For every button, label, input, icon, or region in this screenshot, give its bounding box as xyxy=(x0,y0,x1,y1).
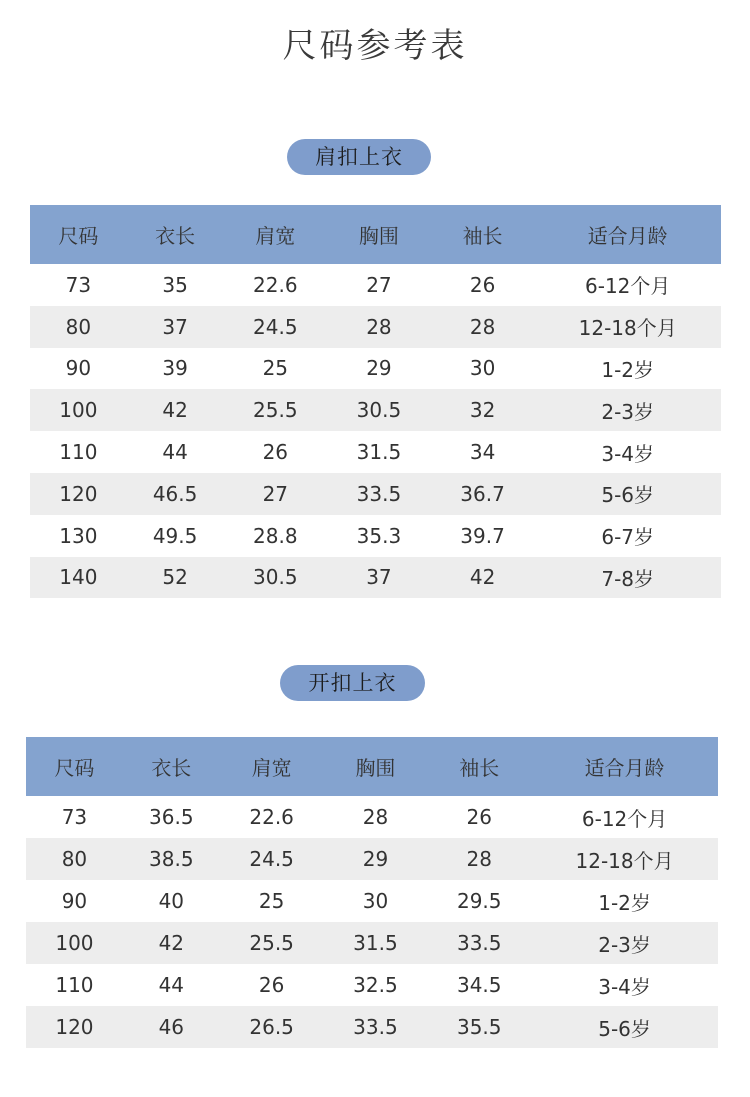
table-row xyxy=(26,1006,718,1048)
cell-sleeve: 34.5 xyxy=(427,964,531,1006)
header-sleeve: 袖长 xyxy=(427,737,531,796)
cell-length: 52 xyxy=(127,557,224,599)
cell-shoulder: 26 xyxy=(223,431,327,473)
header-size: 尺码 xyxy=(30,205,127,264)
header-shoulder: 肩宽 xyxy=(223,205,327,264)
cell-size: 130 xyxy=(30,515,127,557)
cell-shoulder: 25 xyxy=(220,880,324,922)
header-size: 尺码 xyxy=(26,737,123,796)
table-row xyxy=(30,431,721,473)
table-row xyxy=(30,348,721,390)
cell-length: 46.5 xyxy=(127,473,224,515)
cell-age: 7-8岁 xyxy=(534,557,721,599)
page-title: 尺码参考表 xyxy=(282,26,468,66)
cell-length: 42 xyxy=(127,389,224,431)
cell-length: 44 xyxy=(123,964,220,1006)
table-row xyxy=(30,557,721,599)
table-row xyxy=(30,264,721,306)
cell-age: 3-4岁 xyxy=(531,964,718,1006)
cell-sleeve: 30 xyxy=(431,348,535,390)
cell-size: 110 xyxy=(26,964,123,1006)
cell-size: 80 xyxy=(26,838,123,880)
cell-sleeve: 29.5 xyxy=(427,880,531,922)
cell-length: 35 xyxy=(127,264,224,306)
cell-chest: 31.5 xyxy=(324,922,428,964)
cell-size: 73 xyxy=(26,796,123,838)
header-shoulder: 肩宽 xyxy=(220,737,324,796)
cell-chest: 28 xyxy=(327,306,431,348)
header-age: 适合月龄 xyxy=(531,737,718,796)
cell-size: 100 xyxy=(30,389,127,431)
cell-chest: 30 xyxy=(324,880,428,922)
section-label-shoulder-button: 肩扣上衣 xyxy=(287,139,431,175)
header-age: 适合月龄 xyxy=(534,205,721,264)
cell-shoulder: 27 xyxy=(223,473,327,515)
cell-shoulder: 25 xyxy=(223,348,327,390)
size-table-shoulder-button xyxy=(30,205,721,598)
cell-length: 40 xyxy=(123,880,220,922)
table-header-row xyxy=(26,737,718,796)
table-row xyxy=(30,473,721,515)
cell-age: 6-7岁 xyxy=(534,515,721,557)
cell-chest: 27 xyxy=(327,264,431,306)
cell-sleeve: 26 xyxy=(427,796,531,838)
cell-age: 12-18个月 xyxy=(531,838,718,880)
cell-sleeve: 26 xyxy=(431,264,535,306)
cell-chest: 35.3 xyxy=(327,515,431,557)
cell-length: 42 xyxy=(123,922,220,964)
cell-shoulder: 26.5 xyxy=(220,1006,324,1048)
cell-shoulder: 22.6 xyxy=(220,796,324,838)
cell-age: 5-6岁 xyxy=(534,473,721,515)
table-row xyxy=(26,796,718,838)
cell-length: 44 xyxy=(127,431,224,473)
cell-age: 6-12个月 xyxy=(531,796,718,838)
cell-sleeve: 39.7 xyxy=(431,515,535,557)
cell-length: 37 xyxy=(127,306,224,348)
cell-chest: 33.5 xyxy=(327,473,431,515)
cell-age: 1-2岁 xyxy=(531,880,718,922)
cell-sleeve: 42 xyxy=(431,557,535,599)
cell-length: 49.5 xyxy=(127,515,224,557)
cell-age: 2-3岁 xyxy=(531,922,718,964)
table-row xyxy=(26,880,718,922)
table-row xyxy=(30,389,721,431)
cell-age: 5-6岁 xyxy=(531,1006,718,1048)
cell-length: 46 xyxy=(123,1006,220,1048)
header-chest: 胸围 xyxy=(327,205,431,264)
cell-size: 90 xyxy=(30,348,127,390)
cell-sleeve: 33.5 xyxy=(427,922,531,964)
cell-size: 110 xyxy=(30,431,127,473)
cell-sleeve: 34 xyxy=(431,431,535,473)
cell-length: 36.5 xyxy=(123,796,220,838)
cell-sleeve: 28 xyxy=(431,306,535,348)
cell-shoulder: 22.6 xyxy=(223,264,327,306)
cell-chest: 33.5 xyxy=(324,1006,428,1048)
cell-size: 120 xyxy=(30,473,127,515)
cell-age: 12-18个月 xyxy=(534,306,721,348)
cell-length: 38.5 xyxy=(123,838,220,880)
cell-age: 2-3岁 xyxy=(534,389,721,431)
header-sleeve: 袖长 xyxy=(431,205,535,264)
cell-sleeve: 28 xyxy=(427,838,531,880)
cell-sleeve: 35.5 xyxy=(427,1006,531,1048)
cell-age: 3-4岁 xyxy=(534,431,721,473)
cell-size: 90 xyxy=(26,880,123,922)
header-chest: 胸围 xyxy=(324,737,428,796)
cell-shoulder: 24.5 xyxy=(223,306,327,348)
table-row xyxy=(30,306,721,348)
table-row xyxy=(30,515,721,557)
cell-chest: 31.5 xyxy=(327,431,431,473)
header-length: 衣长 xyxy=(123,737,220,796)
size-table-front-button xyxy=(26,737,718,1048)
cell-shoulder: 26 xyxy=(220,964,324,1006)
cell-length: 39 xyxy=(127,348,224,390)
cell-shoulder: 25.5 xyxy=(223,389,327,431)
cell-chest: 32.5 xyxy=(324,964,428,1006)
cell-size: 73 xyxy=(30,264,127,306)
cell-age: 6-12个月 xyxy=(534,264,721,306)
section-label-front-button: 开扣上衣 xyxy=(280,665,425,701)
cell-sleeve: 36.7 xyxy=(431,473,535,515)
cell-chest: 29 xyxy=(324,838,428,880)
table-row xyxy=(26,838,718,880)
cell-shoulder: 24.5 xyxy=(220,838,324,880)
cell-size: 120 xyxy=(26,1006,123,1048)
cell-shoulder: 25.5 xyxy=(220,922,324,964)
table-row xyxy=(26,922,718,964)
table-row xyxy=(26,964,718,1006)
cell-sleeve: 32 xyxy=(431,389,535,431)
cell-size: 100 xyxy=(26,922,123,964)
cell-size: 140 xyxy=(30,557,127,599)
header-length: 衣长 xyxy=(127,205,224,264)
table-header-row xyxy=(30,205,721,264)
cell-size: 80 xyxy=(30,306,127,348)
cell-shoulder: 30.5 xyxy=(223,557,327,599)
cell-age: 1-2岁 xyxy=(534,348,721,390)
cell-chest: 30.5 xyxy=(327,389,431,431)
cell-shoulder: 28.8 xyxy=(223,515,327,557)
cell-chest: 37 xyxy=(327,557,431,599)
cell-chest: 29 xyxy=(327,348,431,390)
cell-chest: 28 xyxy=(324,796,428,838)
